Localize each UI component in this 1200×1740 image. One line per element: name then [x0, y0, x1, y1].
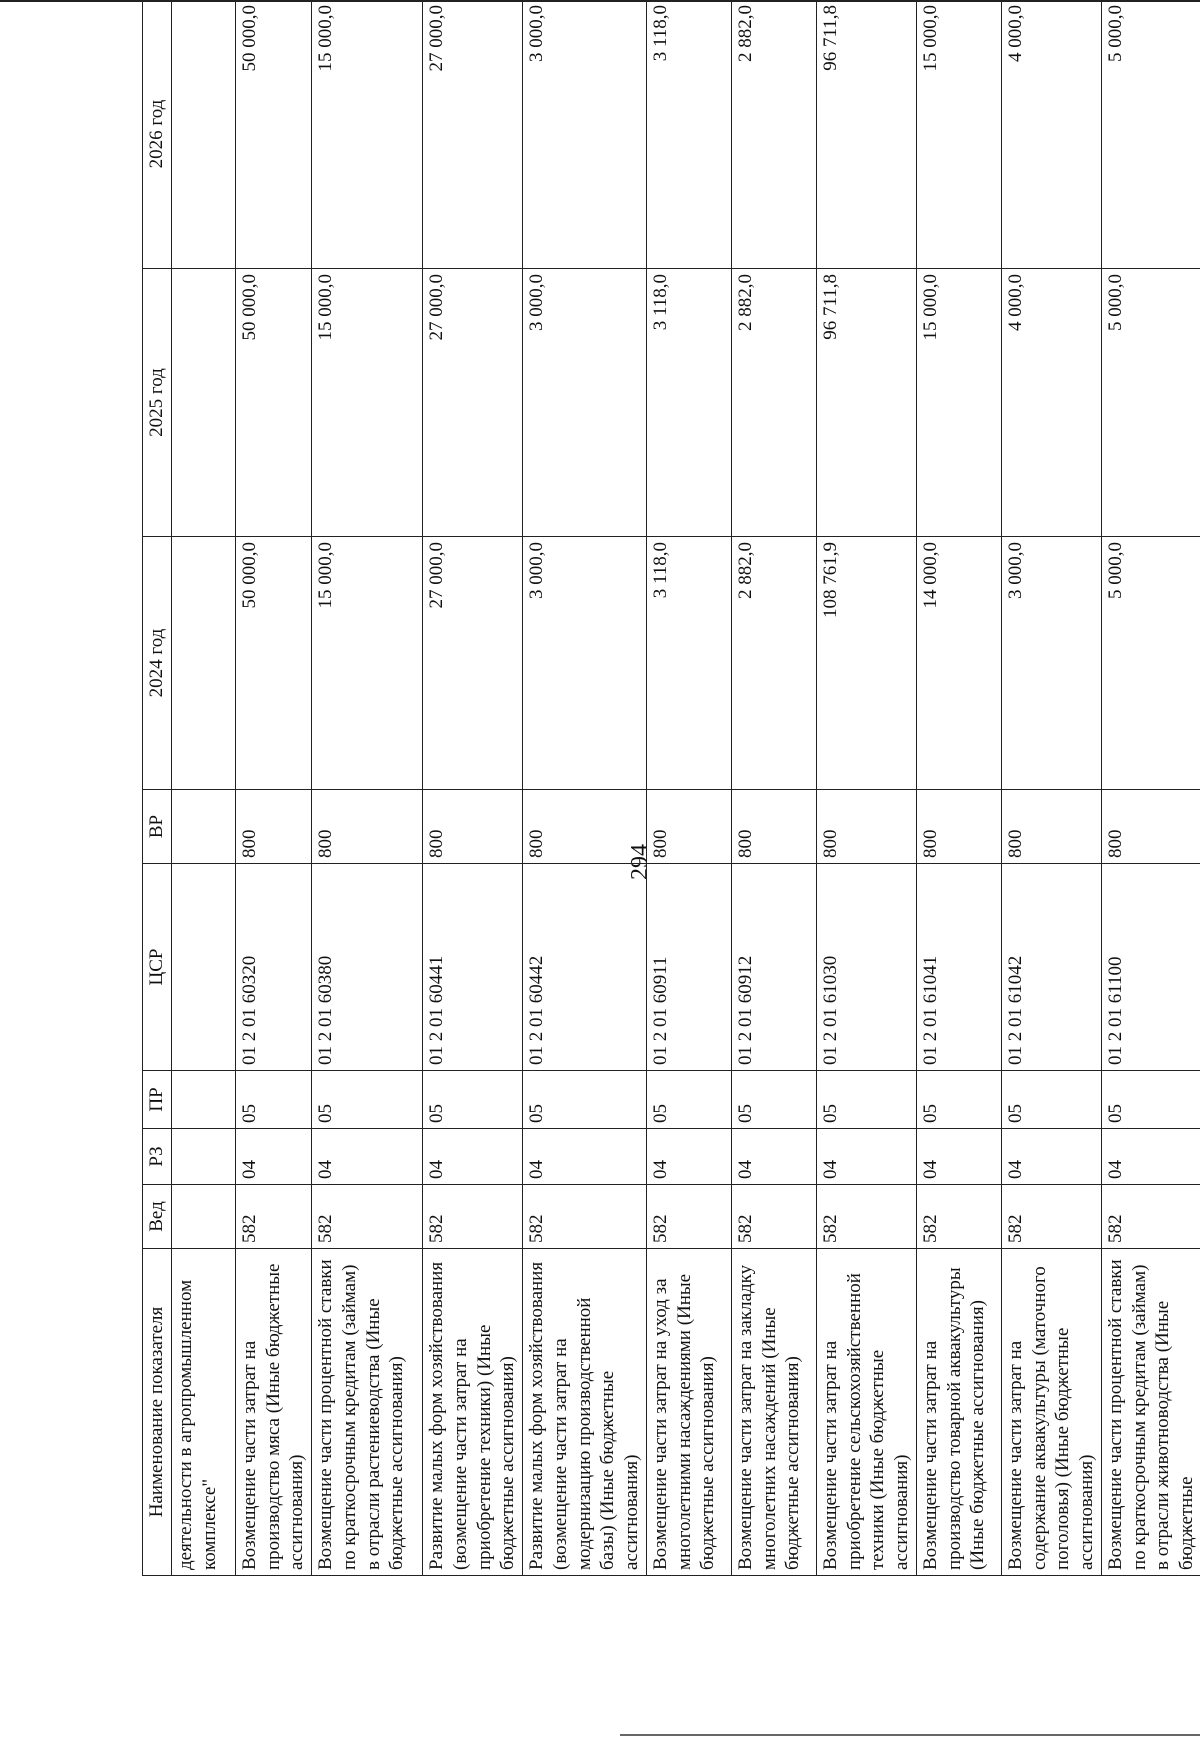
row-ved: 582	[646, 1185, 731, 1249]
row-rz	[171, 1129, 235, 1185]
row-ved: 582	[423, 1185, 523, 1249]
header-2024: 2024 год	[143, 537, 172, 790]
row-amount-2024: 50 000,0	[235, 537, 311, 790]
table-header-row	[143, 0, 172, 1576]
row-name: Развитие малых форм хозяйствования (возмещение части затрат на модернизацию производственной базы) (Иные бюджетные ассигнования)	[523, 1249, 647, 1576]
row-amount-2026: 15 000,0	[312, 0, 423, 269]
row-name: Развитие малых форм хозяйствования (возмещение части затрат на приобретение техники) (Иные бюджетные ассигнования)	[423, 1249, 523, 1576]
row-amount-2025: 96 711,8	[816, 269, 916, 537]
row-ved: 582	[1001, 1185, 1101, 1249]
row-amount-2024: 3 000,0	[523, 537, 647, 790]
row-amount-2025	[171, 269, 235, 537]
row-amount-2026: 2 882,0	[731, 0, 816, 269]
row-rz: 04	[731, 1129, 816, 1185]
row-vr: 800	[523, 790, 647, 864]
row-rz: 04	[1101, 1129, 1200, 1185]
row-pr: 05	[646, 1071, 731, 1129]
table-row	[312, 0, 423, 1576]
row-vr: 800	[646, 790, 731, 864]
row-amount-2025: 3 118,0	[646, 269, 731, 537]
rotated-page-content	[142, 0, 1197, 1576]
row-rz: 04	[523, 1129, 647, 1185]
row-amount-2025: 2 882,0	[731, 269, 816, 537]
row-pr: 05	[916, 1071, 1001, 1129]
row-vr	[171, 790, 235, 864]
row-name: Возмещение части затрат на закладку многолетних насаждений (Иные бюджетные ассигнования)	[731, 1249, 816, 1576]
header-pr: ПР	[143, 1071, 172, 1129]
row-amount-2026	[171, 0, 235, 269]
row-amount-2026: 3 118,0	[646, 0, 731, 269]
table-row	[816, 0, 916, 1576]
row-amount-2026: 4 000,0	[1001, 0, 1101, 269]
row-vr: 800	[731, 790, 816, 864]
row-amount-2025: 4 000,0	[1001, 269, 1101, 537]
header-name: Наименование показателя	[143, 1249, 172, 1576]
row-rz: 04	[1001, 1129, 1101, 1185]
row-csr: 01 2 01 60442	[523, 864, 647, 1071]
row-pr: 05	[1001, 1071, 1101, 1129]
table-row	[523, 0, 647, 1576]
row-amount-2024: 15 000,0	[312, 537, 423, 790]
row-ved: 582	[523, 1185, 647, 1249]
row-ved: 582	[916, 1185, 1001, 1249]
row-amount-2025: 50 000,0	[235, 269, 311, 537]
row-ved: 582	[731, 1185, 816, 1249]
row-amount-2024: 5 000,0	[1101, 537, 1200, 790]
row-name: Возмещение части затрат на содержание аквакультуры (маточного поголовья) (Иные бюджетные ассигнования)	[1001, 1249, 1101, 1576]
row-vr: 800	[423, 790, 523, 864]
table-row	[1101, 0, 1200, 1576]
row-pr	[171, 1071, 235, 1129]
row-amount-2026: 15 000,0	[916, 0, 1001, 269]
table-row	[731, 0, 816, 1576]
header-2025: 2025 год	[143, 269, 172, 537]
row-name: Возмещение части затрат на уход за многолетними насаждениями (Иные бюджетные ассигнования)	[646, 1249, 731, 1576]
row-name: Возмещение части затрат на приобретение сельскохозяйственной техники (Иные бюджетные ассигнования)	[816, 1249, 916, 1576]
row-name: Возмещение части процентной ставки по краткосрочным кредитам (займам) в отрасли растениеводства (Иные бюджетные ассигнования)	[312, 1249, 423, 1576]
row-csr: 01 2 01 61030	[816, 864, 916, 1071]
table-row	[916, 0, 1001, 1576]
page-number: 294	[627, 844, 653, 880]
budget-table	[142, 0, 1200, 1576]
row-pr: 05	[731, 1071, 816, 1129]
row-name: Возмещение части затрат на производство товарной аквакультуры (Иные бюджетные ассигнования)	[916, 1249, 1001, 1576]
table-row	[423, 0, 523, 1576]
row-amount-2026: 27 000,0	[423, 0, 523, 269]
row-pr: 05	[523, 1071, 647, 1129]
table-row	[646, 0, 731, 1576]
row-csr: 01 2 01 61041	[916, 864, 1001, 1071]
row-ved: 582	[1101, 1185, 1200, 1249]
row-name: Возмещение части процентной ставки по краткосрочным кредитам (займам) в отрасли животноводства (Иные бюджетные	[1101, 1249, 1200, 1576]
row-rz: 04	[423, 1129, 523, 1185]
row-csr: 01 2 01 60912	[731, 864, 816, 1071]
row-vr: 800	[816, 790, 916, 864]
row-pr: 05	[1101, 1071, 1200, 1129]
row-amount-2024: 3 118,0	[646, 537, 731, 790]
header-2026: 2026 год	[143, 0, 172, 269]
row-pr: 05	[423, 1071, 523, 1129]
row-name: деятельности в агропромышленном комплексе"	[171, 1249, 235, 1576]
row-amount-2025: 27 000,0	[423, 269, 523, 537]
row-vr: 800	[916, 790, 1001, 864]
row-csr: 01 2 01 61100	[1101, 864, 1200, 1071]
table-row	[235, 0, 311, 1576]
row-amount-2025: 5 000,0	[1101, 269, 1200, 537]
row-ved: 582	[235, 1185, 311, 1249]
row-amount-2024: 2 882,0	[731, 537, 816, 790]
row-amount-2025: 15 000,0	[312, 269, 423, 537]
row-vr: 800	[312, 790, 423, 864]
bottom-border-line	[620, 1734, 1200, 1736]
row-amount-2024: 27 000,0	[423, 537, 523, 790]
header-rz: РЗ	[143, 1129, 172, 1185]
row-rz: 04	[916, 1129, 1001, 1185]
row-amount-2025: 15 000,0	[916, 269, 1001, 537]
row-pr: 05	[816, 1071, 916, 1129]
row-amount-2024	[171, 537, 235, 790]
row-amount-2024: 3 000,0	[1001, 537, 1101, 790]
row-rz: 04	[235, 1129, 311, 1185]
table-row	[171, 0, 235, 1576]
table-row	[1001, 0, 1101, 1576]
row-csr: 01 2 01 60911	[646, 864, 731, 1071]
row-amount-2024: 108 761,9	[816, 537, 916, 790]
row-csr: 01 2 01 60441	[423, 864, 523, 1071]
row-vr: 800	[1101, 790, 1200, 864]
header-vr: ВР	[143, 790, 172, 864]
row-amount-2026: 5 000,0	[1101, 0, 1200, 269]
row-name: Возмещение части затрат на производство мяса (Иные бюджетные ассигнования)	[235, 1249, 311, 1576]
row-amount-2025: 3 000,0	[523, 269, 647, 537]
row-ved: 582	[312, 1185, 423, 1249]
row-csr: 01 2 01 61042	[1001, 864, 1101, 1071]
row-amount-2026: 96 711,8	[816, 0, 916, 269]
row-pr: 05	[312, 1071, 423, 1129]
row-pr: 05	[235, 1071, 311, 1129]
row-ved	[171, 1185, 235, 1249]
row-rz: 04	[816, 1129, 916, 1185]
row-amount-2026: 3 000,0	[523, 0, 647, 269]
row-vr: 800	[235, 790, 311, 864]
row-rz: 04	[646, 1129, 731, 1185]
row-amount-2024: 14 000,0	[916, 537, 1001, 790]
row-rz: 04	[312, 1129, 423, 1185]
row-csr	[171, 864, 235, 1071]
row-csr: 01 2 01 60320	[235, 864, 311, 1071]
header-ved: Вед	[143, 1185, 172, 1249]
row-amount-2026: 50 000,0	[235, 0, 311, 269]
row-ved: 582	[816, 1185, 916, 1249]
header-csr: ЦСР	[143, 864, 172, 1071]
row-csr: 01 2 01 60380	[312, 864, 423, 1071]
row-vr: 800	[1001, 790, 1101, 864]
